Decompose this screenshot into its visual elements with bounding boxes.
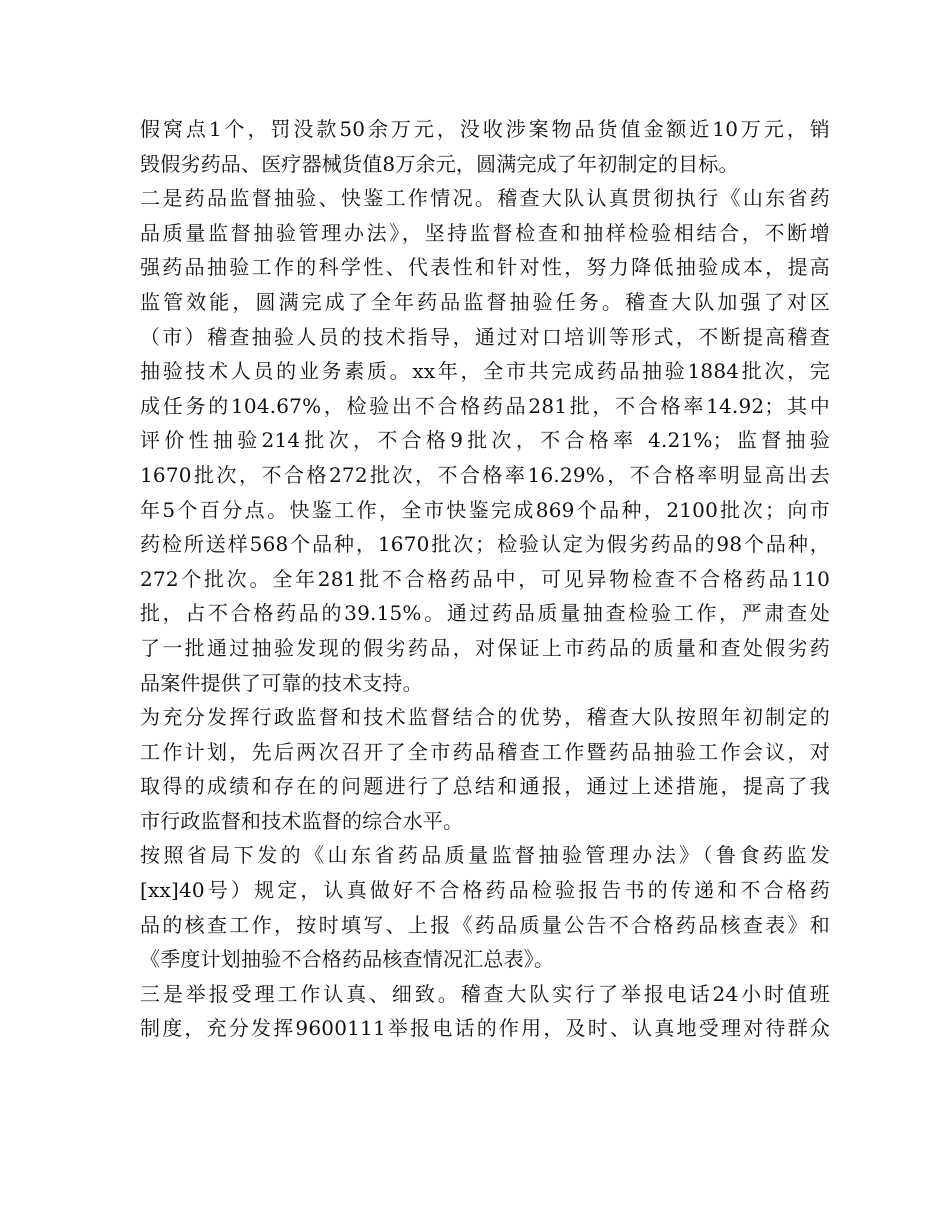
text-line: 市行政监督和技术监督的综合水平。 (140, 808, 464, 833)
text-line: 假窝点1个，罚没款50余万元，没收涉案物品货值金额近10万元，销 (140, 117, 830, 141)
text-line: [xx]40号）规定，认真做好不合格药品检验报告书的传递和不合格药 (140, 878, 830, 903)
text-line: 品质量监督抽验管理办法》，坚持监督检查和抽样检验相结合，不断增 (140, 220, 830, 245)
text-line: 272个批次。全年281批不合格药品中，可见异物检查不合格药品110 (140, 566, 830, 591)
text-line: 1670批次，不合格272批次，不合格率16.29%，不合格率明显高出去 (140, 462, 830, 487)
text-line: 评价性抽验214批次，不合格9批次，不合格率 4.21%；监督抽验 (140, 428, 830, 453)
text-line: 工作计划，先后两次召开了全市药品稽查工作暨药品抽验工作会议，对 (140, 739, 830, 764)
text-line: （市）稽查抽验人员的技术指导，通过对口培训等形式，不断提高稽查 (140, 324, 830, 349)
text-line: 年5个百分点。快鉴工作，全市快鉴完成869个品种，2100批次；向市 (140, 497, 830, 522)
text-line: 药检所送样568个品种，1670批次；检验认定为假劣药品的98个品种， (140, 532, 830, 557)
text-line: 制度，充分发挥9600111举报电话的作用，及时、认真地受理对待群众 (140, 1016, 830, 1041)
text-line: 《季度计划抽验不合格药品核查情况汇总表》。 (140, 947, 555, 972)
text-line: 按照省局下发的《山东省药品质量监督抽验管理办法》（鲁食药监发 (140, 843, 830, 868)
text-line: 监管效能，圆满完成了全年药品监督抽验任务。稽查大队加强了对区 (140, 289, 830, 314)
text-line: 毁假劣药品、医疗器械货值8万余元，圆满完成了年初制定的目标。 (140, 151, 739, 176)
text-line: 取得的成绩和存在的问题进行了总结和通报，通过上述措施，提高了我 (140, 774, 830, 799)
text-line: 二是药品监督抽验、快鉴工作情况。稽查大队认真贯彻执行《山东省药 (140, 186, 830, 211)
text-line: 抽验技术人员的业务素质。xx年，全市共完成药品抽验1884批次，完 (140, 359, 830, 384)
text-line: 品案件提供了可靠的技术支持。 (140, 670, 423, 695)
document-body (140, 112, 830, 1046)
text-line: 三是举报受理工作认真、细致。稽查大队实行了举报电话24小时值班 (140, 981, 830, 1006)
text-line: 了一批通过抽验发现的假劣药品，对保证上市药品的质量和查处假劣药 (140, 635, 830, 660)
text-line: 批，占不合格药品的39.15%。通过药品质量抽查检验工作，严肃查处 (140, 601, 830, 626)
text-line: 强药品抽验工作的科学性、代表性和针对性，努力降低抽验成本，提高 (140, 255, 830, 280)
text-line: 品的核查工作，按时填写、上报《药品质量公告不合格药品核查表》和 (140, 912, 830, 937)
text-line: 成任务的104.67%，检验出不合格药品281批，不合格率14.92；其中 (140, 393, 830, 418)
text-line: 为充分发挥行政监督和技术监督结合的优势，稽查大队按照年初制定的 (140, 705, 830, 730)
